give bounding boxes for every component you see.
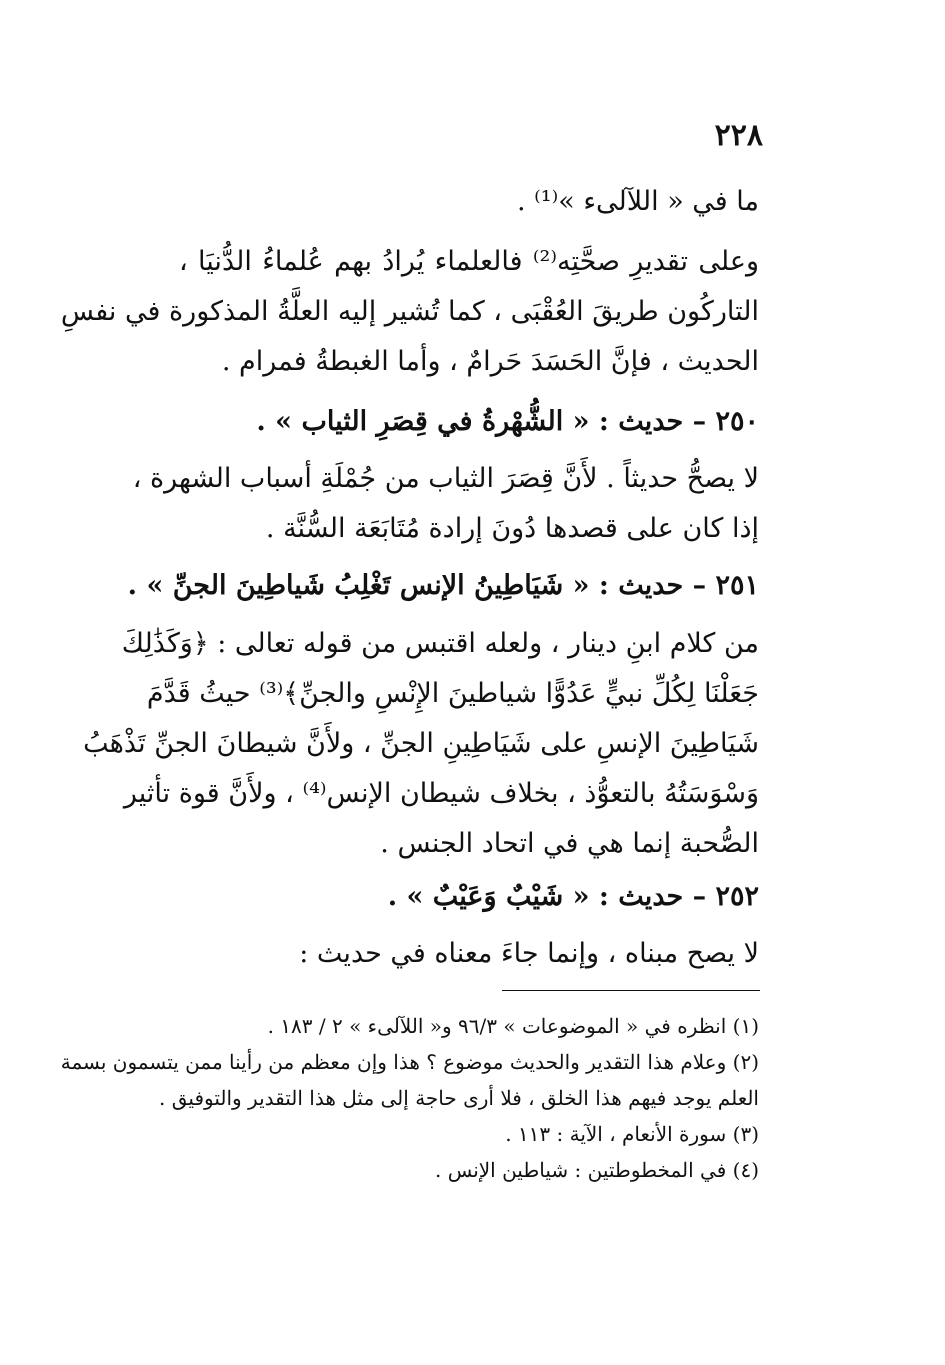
footnote-4: (٤) في المخطوطتين : شياطين الإنس . bbox=[434, 1158, 759, 1182]
footnote-3: (٣) سورة الأنعام ، الآية : ١١٣ . bbox=[505, 1122, 759, 1146]
footnote-separator bbox=[502, 990, 760, 991]
hadith-number: ٢٥٢ bbox=[715, 881, 759, 912]
text-line: جَعَلْنَا لِكُلِّ نبيٍّ عَدُوًّا شياطينَ الإِنْسِ والجنِّ﴾⁽³⁾ حيثُ قَدَّمَ bbox=[146, 678, 759, 709]
hadith-title: – حديث : « الشُّهْرةُ في قِصَرِ الثياب » . bbox=[256, 406, 716, 437]
hadith-heading-252 bbox=[179, 873, 759, 921]
text-line: التاركُون طريقَ العُقْبَى ، كما تُشير إليه العلَّةُ المذكورة في نفسِ bbox=[60, 296, 759, 327]
footnote-2-cont: العلم يوجد فيهم هذا الخلق ، فلا أرى حاجة إلى مثل هذا التقدير والتوفيق . bbox=[159, 1086, 759, 1110]
page-number: ٢٢٨ bbox=[714, 118, 763, 153]
text-line: إذا كان على قصدها دُونَ إرادة مُتَابَعَة السُّنَّة . bbox=[265, 513, 759, 544]
text-line: من كلام ابنِ دينار ، ولعله اقتبس من قوله تعالى : ﴿وَكَذَٰلِكَ bbox=[121, 628, 759, 659]
text-line: ما في « اللآلىء »⁽¹⁾ . bbox=[517, 186, 759, 217]
hadith-title: – حديث : « شَيَاطِينُ الإنس تَغْلِبُ شَياطِينَ الجنِّ » . bbox=[127, 570, 716, 601]
text-line: لا يصح مبناه ، وإنما جاءَ معناه في حديث : bbox=[299, 938, 759, 969]
text-line: وعلى تقديرِ صحَّتِه⁽²⁾ فالعلماء يُرادُ بهم عُلماءُ الدُّنيَا ، bbox=[179, 246, 759, 277]
text-line: وَسْوَسَتُهُ بالتعوُّذ ، بخلاف شيطان الإنس⁽⁴⁾ ، ولأَنَّ قوة تأثير bbox=[123, 778, 759, 809]
footnote-1: (١) انظره في « الموضوعات » ٩٦/٣ و« اللآلىء » ٢ / ١٨٣ . bbox=[267, 1014, 759, 1038]
hadith-number: ٢٥١ bbox=[715, 570, 759, 601]
hadith-number: ٢٥٠ bbox=[715, 406, 759, 437]
text-line: الحديث ، فإنَّ الحَسَدَ حَرامٌ ، وأما الغبطةُ فمرام . bbox=[221, 346, 759, 377]
hadith-heading-250 bbox=[179, 398, 759, 446]
hadith-title: – حديث : « شَيْبٌ وَعَيْبٌ » . bbox=[387, 881, 716, 912]
hadith-heading-251 bbox=[127, 562, 759, 610]
text-line: الصُّحبة إنما هي في اتحاد الجنس . bbox=[380, 828, 759, 859]
text-line: شَيَاطِينَ الإنسِ على شَيَاطِينِ الجنِّ ، ولأَنَّ شيطانَ الجنِّ تَذْهَبُ bbox=[83, 728, 759, 759]
text-line: لا يصحُّ حديثاً . لأَنَّ قِصَرَ الثياب من جُمْلَةِ أسباب الشهرة ، bbox=[132, 463, 759, 494]
footnote-2: (٢) وعلام هذا التقدير والحديث موضوع ؟ هذا وإن معظم من رأينا ممن يتسمون بسمة bbox=[60, 1050, 759, 1074]
